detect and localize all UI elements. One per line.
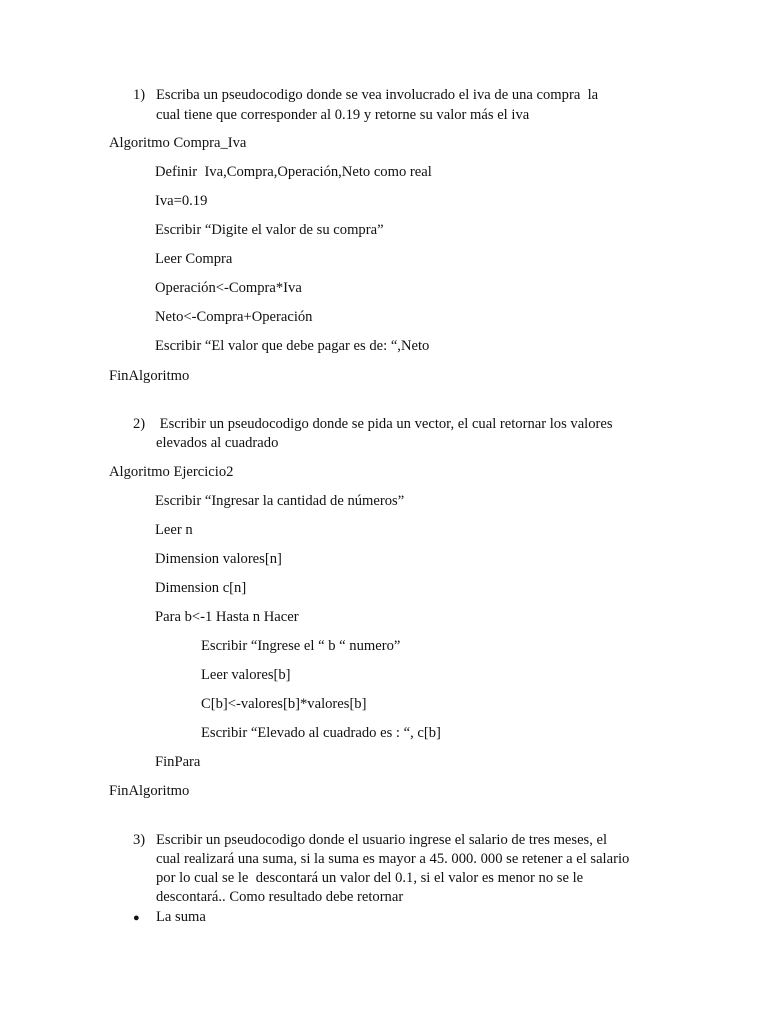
algorithm-1-code-line: Definir Iva,Compra,Operación,Neto como real — [155, 164, 432, 180]
algorithm-1-code-line: Escribir “El valor que debe pagar es de: “,Neto — [155, 338, 430, 354]
algorithm-2-end: FinAlgoritmo — [109, 783, 190, 799]
question-3-text-line: por lo cual se le descontará un valor del 0.1, si el valor es menor no se le — [156, 870, 584, 886]
algorithm-1-code-line: Neto<-Compra+Operación — [155, 309, 313, 325]
algorithm-2-code-line: Escribir “Ingresar la cantidad de números” — [155, 493, 405, 509]
question-2-text-line-1: Escribir un pseudocodigo donde se pida un vector, el cual retornar los valores — [156, 416, 613, 432]
question-3-text-line: descontará.. Como resultado debe retornar — [156, 889, 404, 905]
question-2-number: 2) — [133, 416, 146, 432]
algorithm-2-loop-line: Leer valores[b] — [201, 667, 291, 683]
algorithm-2-loop-line: Escribir “Elevado al cuadrado es : “, c[b] — [201, 725, 441, 741]
algorithm-2-code-line: Dimension valores[n] — [155, 551, 282, 567]
bullet-icon: ● — [133, 912, 140, 924]
algorithm-2-code-line: Dimension c[n] — [155, 580, 247, 596]
question-1-number: 1) — [133, 87, 146, 103]
algorithm-2-code-line: Leer n — [155, 522, 193, 538]
algorithm-1-end: FinAlgoritmo — [109, 368, 190, 384]
question-3-text-line: cual realizará una suma, si la suma es mayor a 45. 000. 000 se retener a el salario — [156, 851, 630, 867]
question-2-text-line-2: elevados al cuadrado — [156, 435, 279, 451]
algorithm-2-title: Algoritmo Ejercicio2 — [109, 464, 234, 480]
algorithm-2-loop-end: FinPara — [155, 754, 201, 770]
algorithm-2-loop-line: C[b]<-valores[b]*valores[b] — [201, 696, 367, 712]
question-3-bullet-item: La suma — [156, 909, 206, 925]
question-1-text-line-1: Escriba un pseudocodigo donde se vea involucrado el iva de una compra la — [156, 87, 599, 103]
algorithm-1-code-line: Leer Compra — [155, 251, 233, 267]
algorithm-1-title: Algoritmo Compra_Iva — [109, 135, 247, 151]
algorithm-1-code-line: Iva=0.19 — [155, 193, 208, 209]
algorithm-1-code-line: Operación<-Compra*Iva — [155, 280, 302, 296]
algorithm-2-loop-line: Escribir “Ingrese el “ b “ numero” — [201, 638, 401, 654]
algorithm-2-code-line: Para b<-1 Hasta n Hacer — [155, 609, 299, 625]
algorithm-1-code-line: Escribir “Digite el valor de su compra” — [155, 222, 384, 238]
question-1-text-line-2: cual tiene que corresponder al 0.19 y retorne su valor más el iva — [156, 107, 530, 123]
question-3-text-line: Escribir un pseudocodigo donde el usuario ingrese el salario de tres meses, el — [156, 832, 608, 848]
question-3-number: 3) — [133, 832, 146, 848]
